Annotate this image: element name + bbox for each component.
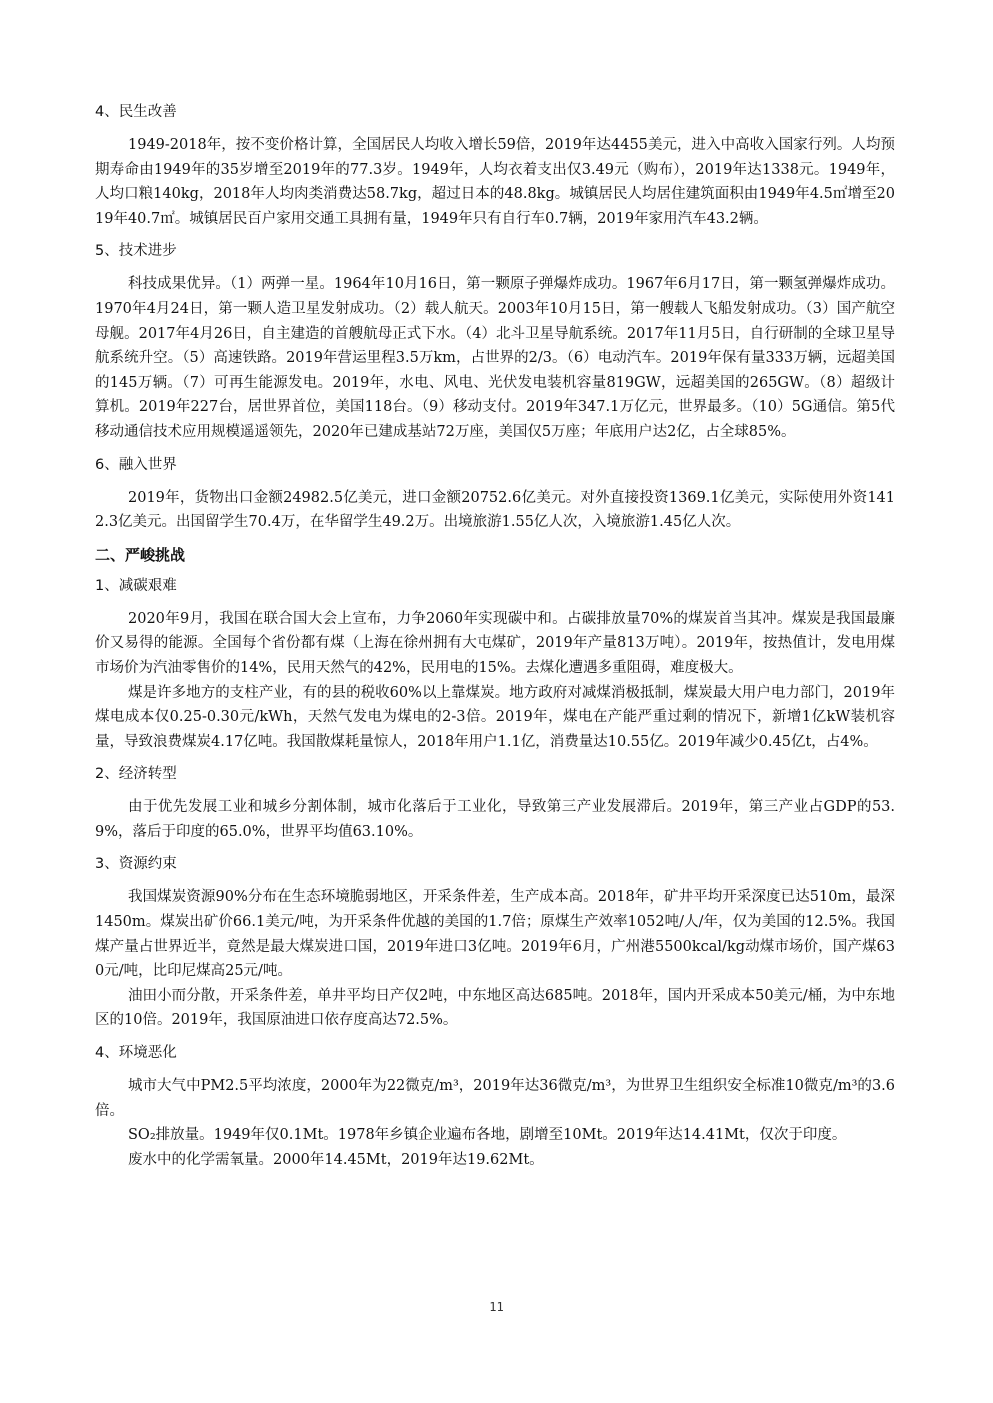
document-body [95,100,895,1172]
paragraph-global: 2019年，货物出口金额24982.5亿美元，进口金额20752.6亿美元。对外直接投资1369.1亿美元，实际使用外资1412.3亿美元。出国留学生70.4万，在华留学生49.2万。出境旅游1.55亿人次，入境旅游1.45亿人次。 [95,489,895,531]
paragraph-carbon-2: 煤是许多地方的支柱产业，有的县的税收60%以上靠煤炭。地方政府对减煤消极抵制，煤炭最大用户电力部门，2019年煤电成本仅0.25-0.30元/kWh，天然气发电为煤电的2-3倍。2019年，煤电在产能严重过剩的情况下，新增1亿kW装机容量，导致浪费煤炭4.17亿吨。我国散煤耗量惊人，2018年用户1.1亿，消费量达10.55亿。2019年减少0.45亿t，占4%。 [95,684,895,750]
paragraph-environment-3: 废水中的化学需氧量。2000年14.45Mt，2019年达19.62Mt。 [128,1151,544,1168]
paragraph-carbon-1: 2020年9月，我国在联合国大会上宣布，力争2060年实现碳中和。占碳排放量70%的煤炭首当其冲。煤炭是我国最廉价又易得的能源。全国每个省份都有煤（上海在徐州拥有大屯煤矿，2019年产量813万吨）。2019年，按热值计，发电用煤市场价为汽油零售价的14%，民用天然气的42%，民用电的15%。去煤化遭遇多重阻碍，难度极大。 [95,610,895,676]
section-heading-resources: 3、资源约束 [95,856,177,873]
section-heading-carbon: 1、减碳艰难 [95,577,177,594]
paragraph-technology: 科技成果优异。（1）两弹一星。1964年10月16日，第一颗原子弹爆炸成功。1967年6月17日，第一颗氢弹爆炸成功。1970年4月24日，第一颗人造卫星发射成功。（2）载人航天。2003年10月15日，第一艘载人飞船发射成功。（3）国产航空母舰。2017年4月26日，自主建造的首艘航母正式下水。（4）北斗卫星导航系统。2017年11月5日，自行研制的全球卫星导航系统升空。（5）高速铁路。2019年营运里程3.5万km，占世界的2/3。（6）电动汽车。2019年保有量333万辆，远超美国的145万辆。（7）可再生能源发电。2019年，水电、风电、光伏发电装机容量819GW，远超美国的265GW。（8）超级计算机。2019年227台，居世界首位，美国118台。（9）移动支付。2019年347.1万亿元，世界最多。（10）5G通信。第5代移动通信技术应用规模遥遥领先，2020年已建成基站72万座，美国仅5万座；年底用户达2亿，占全球85%。 [95,276,895,440]
section-heading-global: 6、融入世界 [95,456,177,473]
paragraph-resources-2: 油田小而分散，开采条件差，单井平均日产仅2吨，中东地区高达685吨。2018年，国内开采成本50美元/桶，为中东地区的10倍。2019年，我国原油进口依存度高达72.5%。 [95,987,895,1029]
paragraph-economy: 由于优先发展工业和城乡分割体制，城市化落后于工业化，导致第三产业发展滞后。2019年，第三产业占GDP的53.9%，落后于印度的65.0%，世界平均值63.10%。 [95,799,895,840]
section-heading-economy: 2、经济转型 [95,766,177,783]
section-heading-technology: 5、技术进步 [95,243,177,260]
chapter-heading-challenges: 二、严峻挑战 [95,545,186,564]
paragraph-environment-1: 城市大气中PM2.5平均浓度，2000年为22微克/m³，2019年达36微克/m³，为世界卫生组织安全标准10微克/m³的3.6倍。 [95,1078,895,1119]
paragraph-environment-2: SO₂排放量。1949年仅0.1Mt。1978年乡镇企业遍布各地，剧增至10Mt。2019年达14.41Mt，仅次于印度。 [128,1127,847,1144]
section-heading-environment: 4、环境恶化 [95,1045,177,1062]
section-heading-livelihood: 4、民生改善 [95,104,177,120]
page-number: 11 [489,1300,504,1314]
paragraph-livelihood: 1949-2018年，按不变价格计算，全国居民人均收入增长59倍，2019年达4455美元，进入中高收入国家行列。人均预期寿命由1949年的35岁增至2019年的77.3岁。1949年，人均衣着支出仅3.49元（购布），2019年达1338元。1949年，人均口粮140kg，2018年人均肉类消费达58.7kg，超过日本的48.8kg。城镇居民人均居住建筑面积由1949年4.5㎡增至2019年40.7㎡。城镇居民百户家用交通工具拥有量，1949年只有自行车0.7辆，2019年家用汽车43.2辆。 [95,137,895,227]
paragraph-resources-1: 我国煤炭资源90%分布在生态环境脆弱地区，开采条件差，生产成本高。2018年，矿井平均开采深度已达510m，最深1450m。煤炭出矿价66.1美元/吨，为开采条件优越的美国的1.7倍；原煤生产效率1052吨/人/年，仅为美国的12.5%。我国煤产量占世界近半，竟然是最大煤炭进口国，2019年进口3亿吨。2019年6月，广州港5500kcal/kg动煤市场价，国产煤630元/吨，比印尼煤高25元/吨。 [95,889,895,980]
